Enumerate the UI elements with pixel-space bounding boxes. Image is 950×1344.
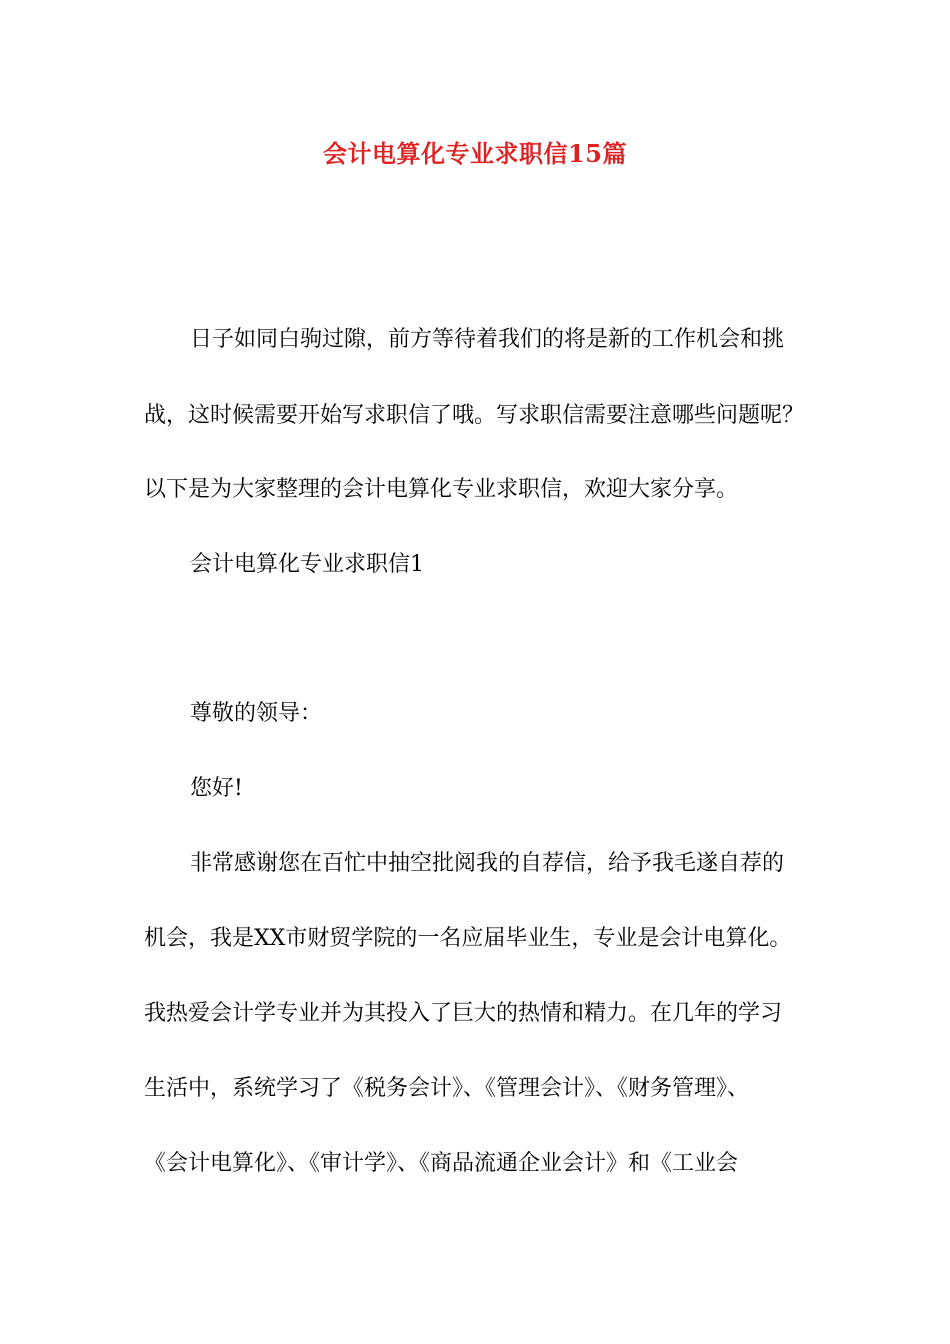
paragraph-line: 以下是为大家整理的会计电算化专业求职信，欢迎大家分享。 [144, 477, 739, 502]
paragraph-line: 战，这时候需要开始写求职信了哦。写求职信需要注意哪些问题呢？ [144, 403, 805, 428]
paragraph-line: 机会，我是XX市财贸学院的一名应届毕业生，专业是会计电算化。 [144, 926, 792, 951]
section-heading: 会计电算化专业求职信1 [190, 552, 424, 577]
paragraph-line: 非常感谢您在百忙中抽空批阅我的自荐信，给予我毛遂自荐的 [190, 851, 785, 876]
paragraph-line: 《会计电算化》、《审计学》、《商品流通企业会计》和《工业会 [144, 1151, 739, 1176]
greeting: 您好! [190, 776, 243, 801]
paragraph-line: 日子如同白驹过隙，前方等待着我们的将是新的工作机会和挑 [190, 327, 785, 352]
paragraph-line: 生活中，系统学习了《税务会计》、《管理会计》、《财务管理》、 [144, 1076, 750, 1101]
document-title: 会计电算化专业求职信15篇 [323, 139, 627, 168]
salutation: 尊敬的领导： [190, 701, 323, 726]
paragraph-line: 我热爱会计学专业并为其投入了巨大的热情和精力。在几年的学习 [144, 1001, 783, 1026]
